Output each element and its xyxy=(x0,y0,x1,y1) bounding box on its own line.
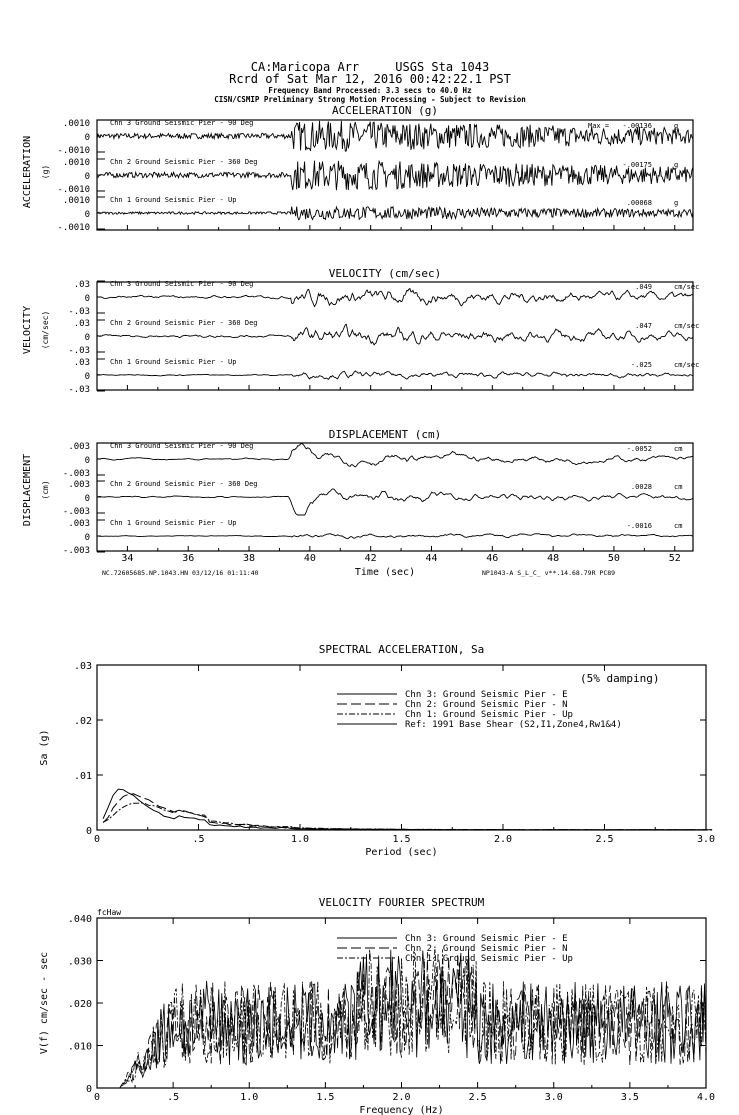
x-tick-label: .5 xyxy=(192,834,205,845)
y-tick-top: .0010 xyxy=(62,158,90,168)
waveform-trace xyxy=(97,489,693,515)
legend-entry: Chn 3: Ground Seismic Pier - E xyxy=(405,934,568,944)
y-tick-zero: 0 xyxy=(84,494,90,504)
y-axis-unit: (cm) xyxy=(41,480,50,500)
x-tick-label: 4.0 xyxy=(696,1092,716,1103)
y-tick-zero: 0 xyxy=(84,294,90,304)
channel-label: Chn 3 Ground Seismic Pier - 90 Deg xyxy=(110,280,254,288)
channel-label: Chn 3 Ground Seismic Pier - 90 Deg xyxy=(110,442,254,450)
y-tick-top: .003 xyxy=(68,519,90,529)
max-prefix: Max = xyxy=(588,122,610,130)
spectral-curve xyxy=(103,794,712,830)
x-tick-label: 46 xyxy=(486,553,499,564)
y-axis-label: Sa (g) xyxy=(39,729,50,766)
x-axis-label: Period (sec) xyxy=(365,847,438,858)
y-tick-top: .03 xyxy=(73,319,90,329)
y-tick-label: 0 xyxy=(85,826,92,837)
y-tick-top: .0010 xyxy=(62,119,90,129)
y-axis-label: DISPLACEMENT xyxy=(22,453,33,527)
channel-max: .0028 xyxy=(630,483,652,491)
channel-max: -.025 xyxy=(630,361,652,369)
y-tick-label: .01 xyxy=(73,771,92,782)
processing-note: CISN/CSMIP Preliminary Strong Motion Processing - Subject to Revision xyxy=(214,95,526,104)
y-axis-label: ACCELERATION xyxy=(22,135,33,209)
channel-label: Chn 2 Ground Seismic Pier - 360 Deg xyxy=(110,319,258,327)
y-tick-bottom: -.003 xyxy=(62,546,90,556)
y-tick-top: .03 xyxy=(73,280,90,290)
channel-max-unit: cm/sec xyxy=(674,361,700,369)
channel-max: -.00136 xyxy=(622,122,652,130)
waveform-trace xyxy=(97,207,693,220)
chart-title: SPECTRAL ACCELERATION, Sa xyxy=(318,643,485,656)
spectrum-plots xyxy=(39,643,715,1115)
channel-max-unit: cm xyxy=(674,445,683,453)
y-tick-label: .03 xyxy=(73,661,92,672)
chart-title: VELOCITY FOURIER SPECTRUM xyxy=(318,896,485,909)
legend-entry: Chn 1: Ground Seismic Pier - Up xyxy=(405,710,573,720)
frequency-band: Frequency Band Processed: 3.3 secs to 40.0 Hz xyxy=(268,86,472,95)
x-axis-label: Frequency (Hz) xyxy=(359,1105,444,1115)
legend-entry: Chn 3: Ground Seismic Pier - E xyxy=(405,690,568,700)
y-tick-top: .0010 xyxy=(62,196,90,206)
y-tick-zero: 0 xyxy=(84,210,90,220)
x-tick-label: 1.5 xyxy=(392,834,411,845)
waveform-trace xyxy=(97,289,693,307)
y-tick-label: .02 xyxy=(73,716,92,727)
y-tick-bottom: -.003 xyxy=(62,469,90,479)
waveform-trace xyxy=(97,534,693,539)
x-tick-label: 0 xyxy=(93,1092,101,1103)
x-tick-label: 48 xyxy=(547,553,560,564)
channel-max-unit: cm xyxy=(674,522,683,530)
x-tick-label: 2.5 xyxy=(595,834,614,845)
x-tick-label: 3.0 xyxy=(544,1092,563,1103)
damping-note: (5% damping) xyxy=(580,672,660,685)
channel-label: Chn 2 Ground Seismic Pier - 360 Deg xyxy=(110,158,258,166)
y-axis-unit: (cm/sec) xyxy=(41,310,50,350)
y-tick-label: .040 xyxy=(67,914,92,925)
y-axis-label: VELOCITY xyxy=(22,305,33,355)
x-tick-label: 36 xyxy=(182,553,195,564)
y-tick-bottom: -.0010 xyxy=(57,185,90,195)
x-axis-label: Time (sec) xyxy=(354,567,416,578)
y-tick-bottom: -.03 xyxy=(68,307,90,317)
channel-max: -.0052 xyxy=(626,445,652,453)
spectral-curve xyxy=(103,803,712,830)
x-tick-label: 2.0 xyxy=(493,834,513,845)
corner-label: fcHaw xyxy=(97,908,122,917)
y-tick-bottom: -.03 xyxy=(68,346,90,356)
channel-max-unit: g xyxy=(674,199,679,207)
legend-entry: Chn 2: Ground Seismic Pier - N xyxy=(405,700,568,710)
y-tick-zero: 0 xyxy=(84,133,90,143)
fourier-curve xyxy=(97,949,706,1088)
channel-max: -.0016 xyxy=(626,522,652,530)
channel-max-unit: cm xyxy=(674,483,683,491)
x-tick-label: 1.0 xyxy=(290,834,310,845)
x-tick-label: 0 xyxy=(93,834,101,845)
legend-entry: Chn 1: Ground Seismic Pier - Up xyxy=(405,954,573,964)
y-tick-label: 0 xyxy=(85,1084,92,1095)
y-tick-label: .030 xyxy=(67,956,92,968)
channel-max: .047 xyxy=(635,322,652,330)
record-id: NC.72605685.NP.1043.HN 03/12/16 01:11:40 xyxy=(102,569,259,577)
panel-title: ACCELERATION (g) xyxy=(332,104,438,117)
spectral-curve xyxy=(103,789,712,830)
record-date: Rcrd of Sat Mar 12, 2016 00:42:22.1 PST xyxy=(229,72,511,86)
y-tick-label: .010 xyxy=(67,1041,92,1053)
y-tick-zero: 0 xyxy=(84,333,90,343)
channel-label: Chn 1 Ground Seismic Pier - Up xyxy=(110,519,237,527)
x-tick-label: 38 xyxy=(243,553,256,564)
waveform-trace xyxy=(97,371,693,380)
plot-frame xyxy=(97,443,693,551)
processing-id: NP1043-A S_L_C_ v**.14.68.79R PC89 xyxy=(482,569,616,577)
x-tick-label: 52 xyxy=(668,553,681,564)
channel-label: Chn 2 Ground Seismic Pier - 360 Deg xyxy=(110,480,258,488)
channel-max: -.00175 xyxy=(622,161,652,169)
x-tick-label: 3.5 xyxy=(620,1092,639,1103)
y-tick-bottom: -.03 xyxy=(68,385,90,395)
legend-entry: Ref: 1991 Base Shear (S2,I1,Zone4,Rw1&4) xyxy=(405,720,622,730)
station-title: CA:Maricopa Arr USGS Sta 1043 xyxy=(250,60,490,74)
channel-label: Chn 1 Ground Seismic Pier - Up xyxy=(110,358,237,366)
x-tick-label: 42 xyxy=(364,553,377,564)
x-tick-label: 3.0 xyxy=(696,834,716,845)
channel-max: .049 xyxy=(635,283,652,291)
plot-frame xyxy=(97,665,706,830)
y-tick-top: .003 xyxy=(68,480,90,490)
x-tick-label: 40 xyxy=(303,553,316,564)
channel-max-unit: cm/sec xyxy=(674,322,700,330)
channel-max: .00068 xyxy=(626,199,652,207)
x-tick-label: 34 xyxy=(121,553,134,564)
y-tick-bottom: -.0010 xyxy=(57,223,90,233)
x-tick-label: 50 xyxy=(607,553,620,564)
channel-max-unit: g xyxy=(674,122,679,130)
y-tick-zero: 0 xyxy=(84,533,90,543)
y-tick-top: .03 xyxy=(73,358,90,368)
channel-max-unit: g xyxy=(674,161,679,169)
y-axis-unit: (g) xyxy=(41,164,50,180)
fourier-curve xyxy=(97,949,706,1088)
y-tick-label: .020 xyxy=(67,999,92,1010)
panel-title: VELOCITY (cm/sec) xyxy=(328,267,442,280)
x-tick-label: 2.5 xyxy=(468,1092,487,1103)
x-tick-label: 1.0 xyxy=(240,1092,259,1103)
panel-title: DISPLACEMENT (cm) xyxy=(328,428,442,441)
x-tick-label: 2.0 xyxy=(392,1092,411,1103)
legend-entry: Chn 2: Ground Seismic Pier - N xyxy=(405,944,568,954)
waveform-trace xyxy=(97,324,693,345)
y-axis-label: V(f) cm/sec - sec xyxy=(39,951,50,1055)
y-tick-zero: 0 xyxy=(84,372,90,382)
y-tick-zero: 0 xyxy=(84,172,90,182)
channel-max-unit: cm/sec xyxy=(674,283,700,291)
x-tick-label: 1.5 xyxy=(316,1092,335,1103)
y-tick-bottom: -.0010 xyxy=(57,146,90,156)
x-tick-label: .5 xyxy=(167,1092,180,1103)
y-tick-zero: 0 xyxy=(84,456,90,466)
channel-label: Chn 1 Ground Seismic Pier - Up xyxy=(110,196,237,204)
x-tick-label: 44 xyxy=(425,553,438,564)
y-tick-top: .003 xyxy=(68,442,90,452)
time-series-panels xyxy=(22,104,699,578)
channel-label: Chn 3 Ground Seismic Pier - 90 Deg xyxy=(110,119,254,127)
y-tick-bottom: -.003 xyxy=(62,507,90,517)
